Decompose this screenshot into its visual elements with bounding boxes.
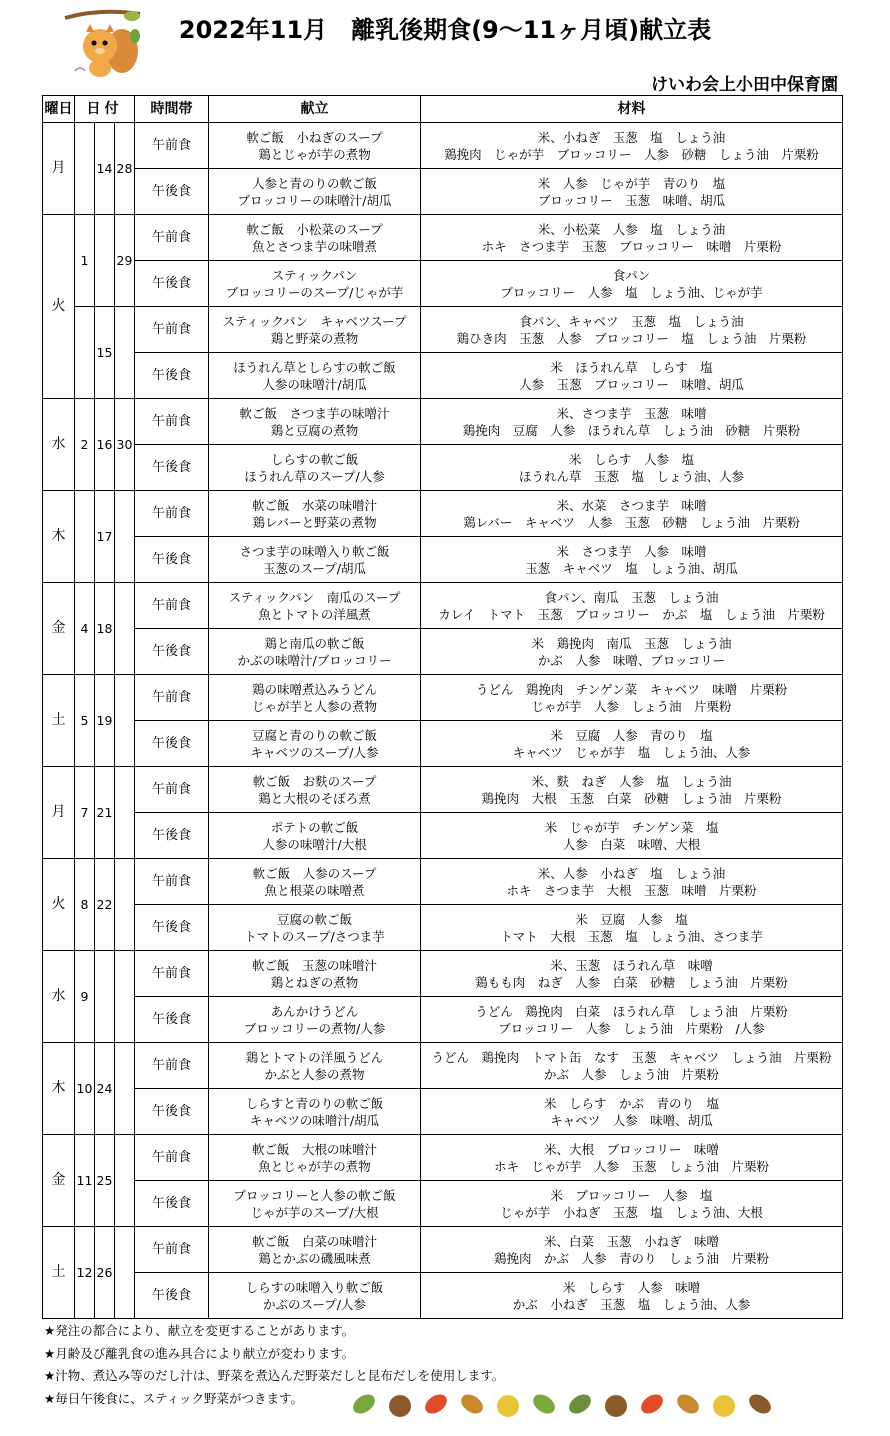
ingredients-line: うどん 鶏挽肉 チンゲン菜 キャベツ 味噌 片栗粉	[475, 681, 788, 697]
note-item: ★月齢及び離乳食の進み具合により献立が変わります。	[44, 1345, 355, 1361]
menu-line: 軟ご飯 水菜の味噌汁	[252, 497, 378, 513]
time-slot-cell: 午後食	[135, 1273, 209, 1319]
table-row	[43, 813, 843, 859]
leaf-icon	[350, 1391, 378, 1418]
time-slot-cell: 午前食	[135, 215, 209, 261]
menu-line: 豆腐と青のりの軟ご飯	[252, 727, 378, 743]
table-row	[43, 675, 843, 721]
table-row	[43, 123, 843, 169]
menu-line: 魚とさつま芋の味噌煮	[252, 238, 378, 254]
menu-line: 鶏とかぶの磯風味煮	[258, 1250, 371, 1266]
ingredients-line: ホキ さつま芋 玉葱 ブロッコリー 味噌 片栗粉	[481, 238, 782, 254]
weekday-cell: 水	[43, 399, 75, 491]
ingredients-line: キャベツ 人参 味噌、胡瓜	[550, 1112, 713, 1128]
menu-line: しらすと青のりの軟ご飯	[245, 1095, 384, 1111]
time-slot-cell: 午後食	[135, 1089, 209, 1135]
table-row	[43, 445, 843, 491]
ingredients-cell	[421, 123, 843, 169]
date-cell: 18	[95, 583, 115, 675]
date-cell: 10	[75, 1043, 95, 1135]
acorn-icon	[605, 1395, 627, 1417]
weekday-cell: 火	[43, 859, 75, 951]
leaf-icon	[530, 1391, 559, 1418]
ingredients-line: 米 しらす 人参 塩	[569, 451, 695, 467]
note-item: ★発注の都合により、献立を変更することがあります。	[44, 1323, 355, 1338]
ingredients-line: うどん 鶏挽肉 白菜 ほうれん草 しょう油 片栗粉	[475, 1003, 788, 1019]
table-row	[43, 215, 843, 261]
date-cell	[115, 491, 135, 583]
ingredients-cell	[421, 859, 843, 905]
menu-line: 鶏と豆腐の煮物	[270, 422, 359, 438]
note-item: ★毎日午後食に、スティック野菜がつきます。	[44, 1390, 303, 1406]
table-row	[43, 583, 843, 629]
menu-line: 魚とじゃが芋の煮物	[258, 1158, 371, 1174]
ingredients-line: 食パン	[612, 267, 651, 283]
date-cell	[115, 583, 135, 675]
ingredients-cell	[421, 1273, 843, 1319]
date-cell: 26	[95, 1227, 115, 1319]
ingredients-line: 米 ほうれん草 しらす 塩	[550, 359, 713, 375]
weekday-cell: 月	[43, 123, 75, 215]
menu-cell	[209, 583, 421, 629]
date-cell: 17	[95, 491, 115, 583]
table-row	[43, 491, 843, 537]
menu-line: キャベツのスープ/人参	[250, 744, 379, 760]
menu-line: 軟ご飯 玉葱の味噌汁	[252, 957, 378, 973]
ingredients-cell	[421, 1181, 843, 1227]
ingredients-line: 米 豆腐 人参 青のり 塩	[550, 727, 713, 743]
weekday-cell: 水	[43, 951, 75, 1043]
menu-line: スティックパン キャベツスープ	[222, 313, 407, 329]
menu-cell	[209, 123, 421, 169]
ingredients-line: 米 人参 じゃが芋 青のり 塩	[537, 175, 726, 191]
date-cell	[115, 767, 135, 859]
menu-line: かぶと人参の煮物	[264, 1066, 365, 1082]
time-slot-cell: 午前食	[135, 123, 209, 169]
menu-line: トマトのスープ/さつま芋	[244, 928, 385, 944]
header-menu: 献立	[209, 96, 421, 123]
date-cell	[75, 491, 95, 583]
time-slot-cell: 午後食	[135, 997, 209, 1043]
menu-line: 鶏と南瓜の軟ご飯	[264, 635, 365, 651]
date-cell: 29	[115, 215, 135, 307]
ingredients-line: 米、小ねぎ 玉葱 塩 しょう油	[537, 129, 726, 145]
menu-line: 軟ご飯 白菜の味噌汁	[252, 1233, 378, 1249]
menu-cell	[209, 629, 421, 675]
ingredients-line: 人参 白菜 味噌、大根	[562, 836, 701, 852]
ingredients-line: 米 しらす かぶ 青のり 塩	[544, 1095, 720, 1111]
menu-cell	[209, 491, 421, 537]
ingredients-cell	[421, 445, 843, 491]
table-row	[43, 767, 843, 813]
menu-cell	[209, 997, 421, 1043]
ingredients-line: 米、人参 小ねぎ 塩 しょう油	[537, 865, 726, 881]
menu-line: 軟ご飯 大根の味噌汁	[252, 1141, 378, 1157]
menu-cell	[209, 905, 421, 951]
table-row	[43, 721, 843, 767]
ingredients-line: 鶏挽肉 じゃが芋 ブロッコリー 人参 砂糖 しょう油 片栗粉	[444, 146, 819, 162]
menu-line: ブロッコリーと人参の軟ご飯	[233, 1187, 396, 1203]
menu-cell	[209, 1227, 421, 1273]
ingredients-cell	[421, 675, 843, 721]
ingredients-line: 食パン、南瓜 玉葱 しょう油	[544, 589, 719, 605]
menu-cell	[209, 767, 421, 813]
page-title: 2022年11月 離乳後期食(9～11ヶ月頃)献立表	[178, 16, 712, 44]
time-slot-cell: 午前食	[135, 491, 209, 537]
time-slot-cell: 午後食	[135, 905, 209, 951]
time-slot-cell: 午前食	[135, 859, 209, 905]
date-cell: 14	[95, 123, 115, 215]
menu-line: 鶏とねぎの煮物	[270, 974, 359, 990]
menu-cell	[209, 353, 421, 399]
menu-line: しらすの軟ご飯	[270, 451, 359, 467]
menu-cell	[209, 399, 421, 445]
weekday-cell: 木	[43, 491, 75, 583]
menu-line: ブロッコリーの煮物/人参	[243, 1020, 386, 1036]
menu-cell	[209, 813, 421, 859]
time-slot-cell: 午後食	[135, 1181, 209, 1227]
menu-line: さつま芋の味噌入り軟ご飯	[239, 543, 390, 559]
date-cell	[95, 951, 115, 1043]
menu-line: 鶏とじゃが芋の煮物	[258, 146, 371, 162]
ingredients-line: ブロッコリー 人参 しょう油 片栗粉 /人参	[498, 1020, 765, 1036]
ingredients-cell	[421, 905, 843, 951]
menu-cell	[209, 445, 421, 491]
time-slot-cell: 午後食	[135, 261, 209, 307]
ingredients-cell	[421, 767, 843, 813]
ingredients-cell	[421, 399, 843, 445]
leaf-icon	[422, 1391, 451, 1418]
ingredients-line: 米 しらす 人参 味噌	[562, 1279, 701, 1295]
ingredients-line: じゃが芋 小ねぎ 玉葱 塩 しょう油、大根	[500, 1204, 763, 1220]
table-row	[43, 399, 843, 445]
menu-line: 魚とトマトの洋風煮	[258, 606, 371, 622]
ingredients-line: ほうれん草 玉葱 塩 しょう油、人参	[519, 468, 745, 484]
menu-cell	[209, 1181, 421, 1227]
ingredients-line: うどん 鶏挽肉 トマト缶 なす 玉葱 キャベツ しょう油 片栗粉	[431, 1049, 832, 1065]
menu-cell	[209, 1273, 421, 1319]
menu-cell	[209, 215, 421, 261]
ingredients-line: ホキ じゃが芋 人参 玉葱 しょう油 片栗粉	[494, 1158, 770, 1174]
ingredients-cell	[421, 537, 843, 583]
ingredients-line: かぶ 小ねぎ 玉葱 塩 しょう油、人参	[512, 1296, 751, 1312]
weekday-cell: 月	[43, 767, 75, 859]
weekday-cell: 土	[43, 1227, 75, 1319]
date-cell: 16	[95, 399, 115, 491]
ingredients-line: 米 さつま芋 人参 味噌	[556, 543, 707, 559]
leaf-icon	[674, 1391, 703, 1418]
menu-line: 軟ご飯 小松菜のスープ	[246, 221, 383, 237]
weekday-cell: 木	[43, 1043, 75, 1135]
menu-cell	[209, 307, 421, 353]
acorn-icon	[389, 1395, 411, 1417]
menu-line: 鶏レバーと野菜の煮物	[252, 514, 377, 530]
ingredients-cell	[421, 1227, 843, 1273]
menu-cell	[209, 721, 421, 767]
ingredients-line: 鶏挽肉 大根 玉葱 白菜 砂糖 しょう油 片栗粉	[481, 790, 782, 806]
table-row	[43, 1043, 843, 1089]
ingredients-line: ブロッコリー 人参 塩 しょう油、じゃが芋	[500, 284, 763, 300]
ingredients-cell	[421, 491, 843, 537]
date-cell: 7	[75, 767, 95, 859]
weekday-cell: 土	[43, 675, 75, 767]
weekday-cell: 金	[43, 583, 75, 675]
acorn-icon	[713, 1395, 735, 1417]
menu-line: かぶのスープ/人参	[263, 1296, 366, 1312]
table-row	[43, 629, 843, 675]
ingredients-cell	[421, 215, 843, 261]
ingredients-line: 鶏挽肉 豆腐 人参 ほうれん草 しょう油 砂糖 片栗粉	[462, 422, 801, 438]
time-slot-cell: 午後食	[135, 169, 209, 215]
ingredients-line: 米 豆腐 人参 塩	[575, 911, 688, 927]
menu-line: 人参の味噌汁/胡瓜	[262, 376, 367, 392]
menu-line: 鶏と野菜の煮物	[270, 330, 359, 346]
menu-line: 鶏の味噌煮込みうどん	[252, 681, 378, 697]
menu-cell	[209, 169, 421, 215]
date-cell: 22	[95, 859, 115, 951]
menu-cell	[209, 1043, 421, 1089]
date-cell: 12	[75, 1227, 95, 1319]
date-cell	[115, 951, 135, 1043]
date-cell: 4	[75, 583, 95, 675]
ingredients-line: 米、麩 ねぎ 人参 塩 しょう油	[531, 773, 732, 789]
weekday-cell: 金	[43, 1135, 75, 1227]
ingredients-line: 米 鶏挽肉 南瓜 玉葱 しょう油	[531, 635, 732, 651]
ingredients-line: 米 じゃが芋 チンゲン菜 塩	[544, 819, 719, 835]
ingredients-line: 人参 玉葱 ブロッコリー 味噌、胡瓜	[519, 376, 744, 392]
date-cell	[115, 1227, 135, 1319]
date-cell	[75, 307, 95, 399]
header-ingredients: 材料	[421, 96, 843, 123]
date-cell: 1	[75, 215, 95, 307]
ingredients-line: ブロッコリー 玉葱 味噌、胡瓜	[537, 192, 726, 208]
table-row	[43, 905, 843, 951]
table-row	[43, 537, 843, 583]
weekday-cell: 火	[43, 215, 75, 399]
ingredients-line: 鶏レバー キャベツ 人参 玉葱 砂糖 しょう油 片栗粉	[463, 514, 800, 530]
menu-line: ほうれん草としらすの軟ご飯	[233, 359, 396, 375]
menu-line: 豆腐の軟ご飯	[277, 911, 353, 927]
table-row	[43, 261, 843, 307]
date-cell: 19	[95, 675, 115, 767]
ingredients-line: 鶏もも肉 ねぎ 人参 白菜 砂糖 しょう油 片栗粉	[475, 974, 788, 990]
time-slot-cell: 午前食	[135, 1043, 209, 1089]
date-cell: 8	[75, 859, 95, 951]
table-row	[43, 353, 843, 399]
menu-line: ほうれん草のスープ/人参	[244, 468, 385, 484]
ingredients-line: カレイ トマト 玉葱 ブロッコリー かぶ 塩 しょう油 片栗粉	[438, 606, 825, 622]
ingredients-line: 米、小松菜 人参 塩 しょう油	[537, 221, 726, 237]
date-cell	[115, 675, 135, 767]
menu-line: スティックパン	[271, 267, 358, 283]
time-slot-cell: 午前食	[135, 1135, 209, 1181]
time-slot-cell: 午前食	[135, 1227, 209, 1273]
table-row	[43, 1089, 843, 1135]
header-time: 時間帯	[135, 96, 209, 123]
ingredients-line: 米 ブロッコリー 人参 塩	[550, 1187, 713, 1203]
ingredients-cell	[421, 353, 843, 399]
ingredients-line: 米、大根 ブロッコリー 味噌	[544, 1141, 719, 1157]
menu-line: かぶの味噌汁/ブロッコリー	[237, 652, 392, 668]
menu-line: 鶏と大根のそぼろ煮	[258, 790, 371, 806]
squirrel-mascot-icon	[60, 6, 150, 86]
date-cell: 15	[95, 307, 115, 399]
ingredients-cell	[421, 629, 843, 675]
date-cell	[75, 123, 95, 215]
time-slot-cell: 午前食	[135, 951, 209, 997]
leaf-icon	[638, 1391, 667, 1418]
time-slot-cell: 午後食	[135, 445, 209, 491]
menu-line: 軟ご飯 お麩のスープ	[252, 773, 377, 789]
leaf-icon	[746, 1391, 775, 1418]
date-cell: 30	[115, 399, 135, 491]
ingredients-line: 米、玉葱 ほうれん草 味噌	[550, 957, 713, 973]
date-cell: 28	[115, 123, 135, 215]
time-slot-cell: 午前食	[135, 307, 209, 353]
date-cell: 11	[75, 1135, 95, 1227]
menu-line: 人参と青のりの軟ご飯	[252, 175, 378, 191]
menu-line: 軟ご飯 さつま芋の味噌汁	[239, 405, 390, 421]
header-youbi: 曜日	[43, 96, 75, 123]
ingredients-cell	[421, 997, 843, 1043]
ingredients-cell	[421, 1089, 843, 1135]
time-slot-cell: 午後食	[135, 813, 209, 859]
ingredients-line: 鶏挽肉 かぶ 人参 青のり しょう油 片栗粉	[494, 1250, 770, 1266]
time-slot-cell: 午後食	[135, 721, 209, 767]
menu-cell	[209, 1089, 421, 1135]
ingredients-line: 鶏ひき肉 玉葱 人参 ブロッコリー 塩 しょう油 片栗粉	[456, 330, 807, 346]
date-cell	[115, 859, 135, 951]
date-cell	[95, 215, 115, 307]
menu-line: あんかけうどん	[270, 1003, 359, 1019]
table-header-row	[43, 96, 843, 123]
table-row	[43, 951, 843, 997]
menu-line: 玉葱のスープ/胡瓜	[263, 560, 366, 576]
ingredients-cell	[421, 261, 843, 307]
ingredients-cell	[421, 1135, 843, 1181]
menu-cell	[209, 675, 421, 721]
date-cell: 21	[95, 767, 115, 859]
ingredients-line: 食パン、キャベツ 玉葱 塩 しょう油	[519, 313, 744, 329]
menu-line: 軟ご飯 小ねぎのスープ	[246, 129, 383, 145]
menu-line: じゃが芋と人参の煮物	[252, 698, 378, 714]
menu-line: ブロッコリーのスープ/じゃが芋	[225, 284, 404, 300]
time-slot-cell: 午前食	[135, 399, 209, 445]
time-slot-cell: 午後食	[135, 537, 209, 583]
time-slot-cell: 午前食	[135, 767, 209, 813]
ingredients-cell	[421, 1043, 843, 1089]
ingredients-cell	[421, 169, 843, 215]
leaf-icon	[458, 1391, 487, 1418]
table-row	[43, 169, 843, 215]
time-slot-cell: 午前食	[135, 583, 209, 629]
date-cell	[115, 1043, 135, 1135]
autumn-leaves-decoration-icon	[350, 1386, 795, 1422]
ingredients-line: 米、さつま芋 玉葱 味噌	[556, 405, 707, 421]
menu-cell	[209, 1135, 421, 1181]
ingredients-line: ホキ さつま芋 大根 玉葱 味噌 片栗粉	[506, 882, 757, 898]
date-cell: 9	[75, 951, 95, 1043]
table-row	[43, 1273, 843, 1319]
ingredients-cell	[421, 583, 843, 629]
date-cell	[115, 1135, 135, 1227]
note-item: ★汁物、煮込み等のだし汁は、野菜を煮込んだ野菜だしと昆布だしを使用します。	[44, 1368, 505, 1383]
menu-line: ブロッコリーの味噌汁/胡瓜	[237, 192, 392, 208]
date-cell: 25	[95, 1135, 115, 1227]
table-row	[43, 1135, 843, 1181]
acorn-icon	[497, 1395, 519, 1417]
ingredients-line: 米、白菜 玉葱 小ねぎ 味噌	[544, 1233, 720, 1249]
leaf-icon	[566, 1391, 595, 1418]
time-slot-cell: 午後食	[135, 353, 209, 399]
menu-line: スティックパン 南瓜のスープ	[228, 589, 401, 605]
menu-cell	[209, 261, 421, 307]
ingredients-line: かぶ 人参 味噌、ブロッコリー	[537, 652, 726, 668]
ingredients-cell	[421, 307, 843, 353]
ingredients-line: キャベツ じゃが芋 塩 しょう油、人参	[512, 744, 751, 760]
menu-line: 人参の味噌汁/大根	[262, 836, 367, 852]
header-date: 日付	[75, 96, 135, 123]
menu-line: じゃが芋のスープ/大根	[250, 1204, 379, 1220]
table-row	[43, 997, 843, 1043]
table-row	[43, 859, 843, 905]
date-cell	[115, 307, 135, 399]
table-row	[43, 307, 843, 353]
ingredients-line: 玉葱 キャベツ 塩 しょう油、胡瓜	[525, 560, 738, 576]
menu-line: キャベツの味噌汁/胡瓜	[249, 1112, 380, 1128]
menu-line: 鶏とトマトの洋風うどん	[245, 1049, 384, 1065]
date-cell: 24	[95, 1043, 115, 1135]
menu-cell	[209, 951, 421, 997]
date-cell: 2	[75, 399, 95, 491]
menu-line: 魚と根菜の味噌煮	[264, 882, 365, 898]
ingredients-line: じゃが芋 人参 しょう油 片栗粉	[531, 698, 732, 714]
menu-line: 軟ご飯 人参のスープ	[252, 865, 377, 881]
table-row	[43, 1227, 843, 1273]
time-slot-cell: 午前食	[135, 675, 209, 721]
ingredients-cell	[421, 951, 843, 997]
ingredients-line: かぶ 人参 しょう油 片栗粉	[544, 1066, 720, 1082]
menu-cell	[209, 859, 421, 905]
ingredients-line: 米、水菜 さつま芋 味噌	[556, 497, 707, 513]
ingredients-line: トマト 大根 玉葱 塩 しょう油、さつま芋	[500, 928, 763, 944]
table-row	[43, 1181, 843, 1227]
menu-line: しらすの味噌入り軟ご飯	[245, 1279, 384, 1295]
date-cell: 5	[75, 675, 95, 767]
menu-table	[42, 95, 843, 1319]
menu-line: ポテトの軟ご飯	[270, 819, 359, 835]
ingredients-cell	[421, 721, 843, 767]
menu-cell	[209, 537, 421, 583]
time-slot-cell: 午後食	[135, 629, 209, 675]
organization-name: けいわ会上小田中保育園	[651, 75, 838, 95]
ingredients-cell	[421, 813, 843, 859]
